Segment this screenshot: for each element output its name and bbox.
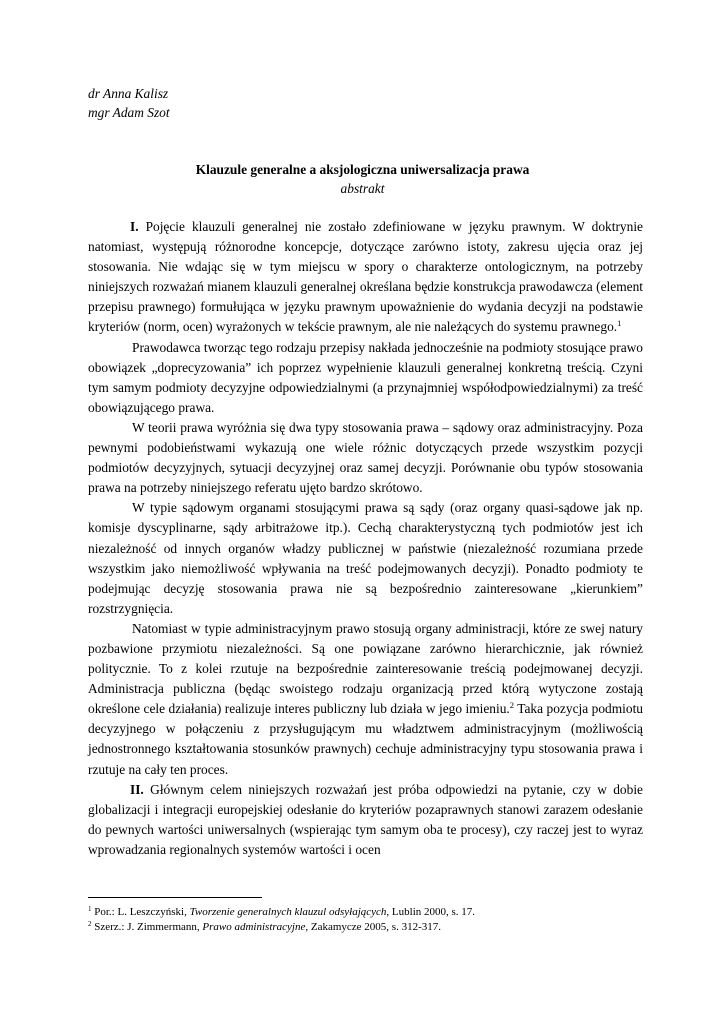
footnote-2-after: , Zakamycze 2005, s. 312-317. [305, 921, 441, 933]
footnote-2-title: Prawo administracyjne [202, 921, 306, 933]
footnote-1-after: , Lublin 2000, s. 17. [386, 906, 476, 918]
authors-block [88, 84, 170, 122]
document-subtitle: abstrakt [340, 181, 385, 196]
author-2: mgr Adam Szot [88, 105, 170, 120]
footnote-1-before: Por.: L. Leszczyński, [91, 906, 190, 918]
section-number-1: I. [130, 219, 139, 234]
paragraph-1 [88, 217, 643, 338]
footnote-separator [88, 897, 262, 898]
footnote-1-title: Tworzenie generalnych klauzul odsyłających [189, 906, 387, 918]
paragraph-4: W typie sądowym organami stosującymi prawa są sądy (oraz organy quasi-sądowe jak np. komisje dyscyplinarne, sądy arbitrażowe itp.). Cechą charakterystyczną tych podmiotów jest ich niezależność od innych organów władzy publicznej w państwie (niezależność rozumiana przede wszystkim jako niemożliwość wpływania na treść podejmowanych decyzji). Ponadto podmioty te podejmując decyzję stosowania prawa nie są bezpośrednio zainteresowane „kierunkiem” rozstrzygnięcia. [88, 500, 643, 616]
paragraph-5-text-cont: Taka pozycja podmiotu decyzyjnego w połączeniu z przysługującym mu władztwem administracyjnym (możliwością jednostronnego kształtowania stosunków prawnych) cechuje administracyjny typu stosowania prawa i rzutuje na cały ten proces. [88, 701, 643, 777]
footnote-1-number: 1 [88, 905, 92, 913]
document-title: Klauzule generalne a aksjologiczna uniwersalizacja prawa [195, 162, 530, 177]
paragraph-6-text: Głównym celem niniejszych rozważań jest próba odpowiedzi na pytanie, czy w dobie globalizacji i integracji europejskiej odesłanie do kryteriów pozaprawnych stanowi zarazem odesłanie do pewnych wartości uniwersalnych (wspierając tym samym oba te procesy), czy raczej jest to wyraz wprowadzania regionalnych systemów wartości i ocen [88, 781, 643, 857]
footnote-2-number: 2 [88, 920, 92, 928]
paragraph-2: Prawodawca tworząc tego rodzaju przepisy nakłada jednocześnie na podmioty stosujące prawo obowiązek „doprecyzowania” ich poprzez wypełnienie klauzuli generalnej konkretną treścią. Czyni tym samym podmioty decyzyjne odpowiedzialnymi (a przynajmniej współodpowiedzialnymi) za treść obowiązującego prawa. [88, 339, 643, 415]
footnotes [88, 905, 643, 935]
paragraph-3: W teorii prawa wyróżnia się dwa typy stosowania prawa – sądowy oraz administracyjny. Poza pewnymi podobieństwami wykazują one wiele różnic dotyczących przede wszystkim pozycji podmiotów decyzyjnych, sytuacji decyzyjnej oraz samej decyzji. Porównanie obu typów stosowania prawa na potrzeby niniejszego referatu ujęto bardzo skrótowo. [88, 419, 643, 496]
footnote-1 [88, 905, 643, 920]
footnote-2 [88, 920, 643, 935]
paragraph-5 [88, 619, 643, 780]
paragraph-1-text: Pojęcie klauzuli generalnej nie zostało zdefiniowane w języku prawnym. W doktrynie natomiast, występują różnorodne koncepcje, dotyczące zarówno istoty, zakresu ujęcia oraz jej stosowania. Nie wdając się w tym miejscu w spory o charakterze ontologicznym, na potrzeby niniejszych rozważań mianem klauzuli generalnej określana będzie konstrukcja prawodawcza (element przepisu prawnego) formułująca w języku prawnym upoważnienie do wydania decyzji na podstawie kryteriów (norm, ocen) wyrażonych w tekście prawnym, ale nie należących do systemu prawnego. [88, 219, 643, 335]
footnote-ref-2: 2 [509, 700, 515, 711]
footnote-2-before: Szerz.: J. Zimmermann, [91, 921, 203, 933]
footnote-ref-1: 1 [617, 318, 622, 329]
paragraph-6 [88, 780, 643, 860]
author-1: dr Anna Kalisz [88, 86, 169, 101]
paragraph-5-text: Natomiast w typie administracyjnym prawo stosują organy administracji, które ze swej natury pozbawione przymiotu niezależności. Są one powiązane zarówno hierarchicznie, jak również politycznie. To z kolei rzutuje na bezpośrednie zainteresowanie treścią podejmowanej decyzji. Administracja publiczna (będąc swoistego rodzaju organizacją przed którą wytyczone zostają określone cele działania) realizuje interes publiczny lub działa w jego imieniu. [88, 620, 643, 717]
document-body [88, 217, 643, 860]
section-number-2: II. [130, 781, 144, 797]
